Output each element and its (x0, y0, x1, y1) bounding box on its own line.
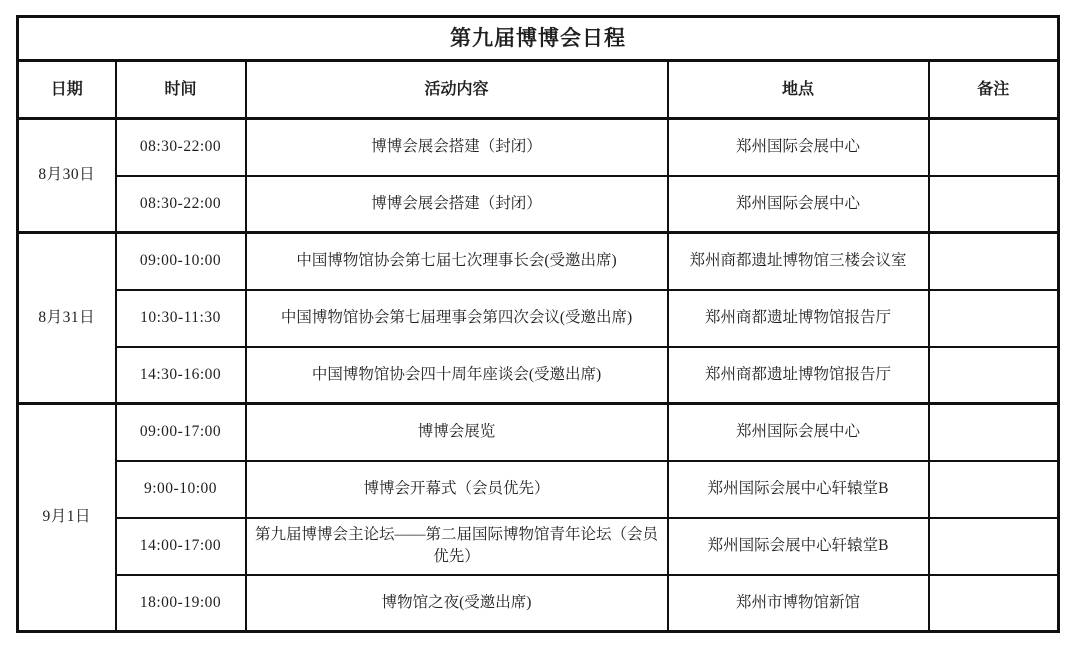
activity-cell: 博博会展会搭建（封闭） (246, 176, 668, 233)
time-cell: 14:00-17:00 (116, 518, 246, 575)
col-header-date: 日期 (18, 61, 116, 119)
time-cell: 14:30-16:00 (116, 347, 246, 404)
activity-cell: 博博会展会搭建（封闭） (246, 119, 668, 176)
col-header-time: 时间 (116, 61, 246, 119)
location-cell: 郑州国际会展中心 (668, 119, 929, 176)
col-header-activity: 活动内容 (246, 61, 668, 119)
location-cell: 郑州国际会展中心轩辕堂B (668, 461, 929, 518)
table-row (18, 575, 1059, 632)
table-row (18, 518, 1059, 575)
schedule-table (16, 15, 1060, 633)
activity-cell: 中国博物馆协会第七届理事会第四次会议(受邀出席) (246, 290, 668, 347)
activity-cell: 中国博物馆协会第七届七次理事长会(受邀出席) (246, 233, 668, 290)
time-cell: 08:30-22:00 (116, 176, 246, 233)
table-row (18, 119, 1059, 176)
table-row (18, 347, 1059, 404)
table-row (18, 233, 1059, 290)
date-cell: 8月31日 (18, 233, 116, 404)
note-cell (929, 290, 1059, 347)
location-cell: 郑州国际会展中心轩辕堂B (668, 518, 929, 575)
activity-cell: 博物馆之夜(受邀出席) (246, 575, 668, 632)
note-cell (929, 119, 1059, 176)
note-cell (929, 404, 1059, 461)
date-cell: 9月1日 (18, 404, 116, 632)
header-row (18, 61, 1059, 119)
time-cell: 10:30-11:30 (116, 290, 246, 347)
time-cell: 9:00-10:00 (116, 461, 246, 518)
note-cell (929, 176, 1059, 233)
note-cell (929, 575, 1059, 632)
activity-cell: 博博会展览 (246, 404, 668, 461)
note-cell (929, 461, 1059, 518)
date-cell: 8月30日 (18, 119, 116, 233)
note-cell (929, 233, 1059, 290)
location-cell: 郑州国际会展中心 (668, 176, 929, 233)
location-cell: 郑州国际会展中心 (668, 404, 929, 461)
table-row (18, 461, 1059, 518)
table-row (18, 404, 1059, 461)
activity-cell: 第九届博博会主论坛——第二届国际博物馆青年论坛（会员优先） (246, 518, 668, 575)
activity-cell: 中国博物馆协会四十周年座谈会(受邀出席) (246, 347, 668, 404)
time-cell: 09:00-10:00 (116, 233, 246, 290)
time-cell: 18:00-19:00 (116, 575, 246, 632)
note-cell (929, 347, 1059, 404)
time-cell: 08:30-22:00 (116, 119, 246, 176)
location-cell: 郑州市博物馆新馆 (668, 575, 929, 632)
note-cell (929, 518, 1059, 575)
col-header-location: 地点 (668, 61, 929, 119)
location-cell: 郑州商都遗址博物馆报告厅 (668, 347, 929, 404)
table-row (18, 176, 1059, 233)
activity-cell: 博博会开幕式（会员优先） (246, 461, 668, 518)
table-row (18, 290, 1059, 347)
page-title: 第九届博博会日程 (18, 17, 1059, 61)
time-cell: 09:00-17:00 (116, 404, 246, 461)
location-cell: 郑州商都遗址博物馆报告厅 (668, 290, 929, 347)
title-row (18, 17, 1059, 61)
col-header-note: 备注 (929, 61, 1059, 119)
location-cell: 郑州商都遗址博物馆三楼会议室 (668, 233, 929, 290)
